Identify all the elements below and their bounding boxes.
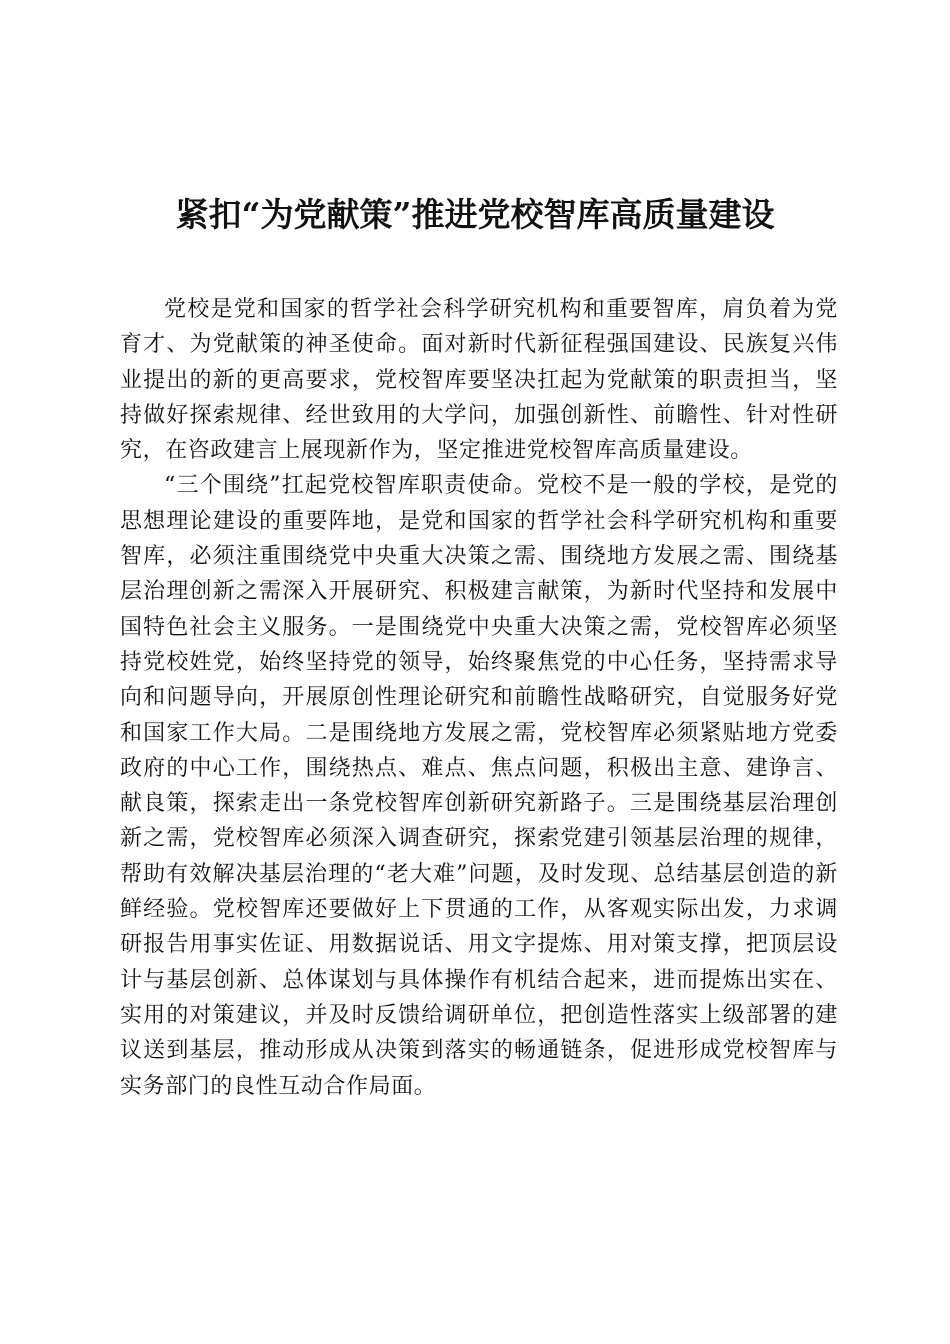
paragraph-three-focuses: “三个围绕”扛起党校智库职责使命。党校不是一般的学校，是党的思想理论建设的重要阵地，是党和国家的哲学社会科学研究机构和重要智库，必须注重围绕党中央重大决策之需、围绕地方发展之需、围绕基层治理创新之需深入开展研究、积极建言献策，为新时代坚持和发展中国特色社会主义服务。一是围绕党中央重大决策之需，党校智库必须坚持党校姓党，始终坚持党的领导，始终聚焦党的中心任务，坚持需求导向和问题导向，开展原创性理论研究和前瞻性战略研究，自觉服务好党和国家工作大局。二是围绕地方发展之需，党校智库必须紧贴地方党委政府的中心工作，围绕热点、难点、焦点问题，积极出主意、建诤言、献良策，探索走出一条党校智库创新研究新路子。三是围绕基层治理创新之需，党校智库必须深入调查研究，探索党建引领基层治理的规律，帮助有效解决基层治理的“老大难”问题，及时发现、总结基层创造的新鲜经验。党校智库还要做好上下贯通的工作，从客观实际出发，力求调研报告用事实佐证、用数据说话、用文字提炼、用对策支撑，把顶层设计与基层创新、总体谋划与具体操作有机结合起来，进而提炼出实在、实用的对策建议，并及时反馈给调研单位，把创造性落实上级部署的建议送到基层，推动形成从决策到落实的畅通链条，促进形成党校智库与实务部门的良性互动合作局面。 [120, 473, 838, 1099]
document-body [120, 292, 838, 1104]
document-title: 紧扣“为党献策”推进党校智库高质量建设 [175, 195, 775, 234]
paragraph-intro: 党校是党和国家的哲学社会科学研究机构和重要智库，肩负着为党育才、为党献策的神圣使命。面对新时代新征程强国建设、民族复兴伟业提出的新的更高要求，党校智库要坚决扛起为党献策的职责担当，坚持做好探索规律、经世致用的大学问，加强创新性、前瞻性、针对性研究，在咨政建言上展现新作为，坚定推进党校智库高质量建设。 [120, 297, 838, 464]
